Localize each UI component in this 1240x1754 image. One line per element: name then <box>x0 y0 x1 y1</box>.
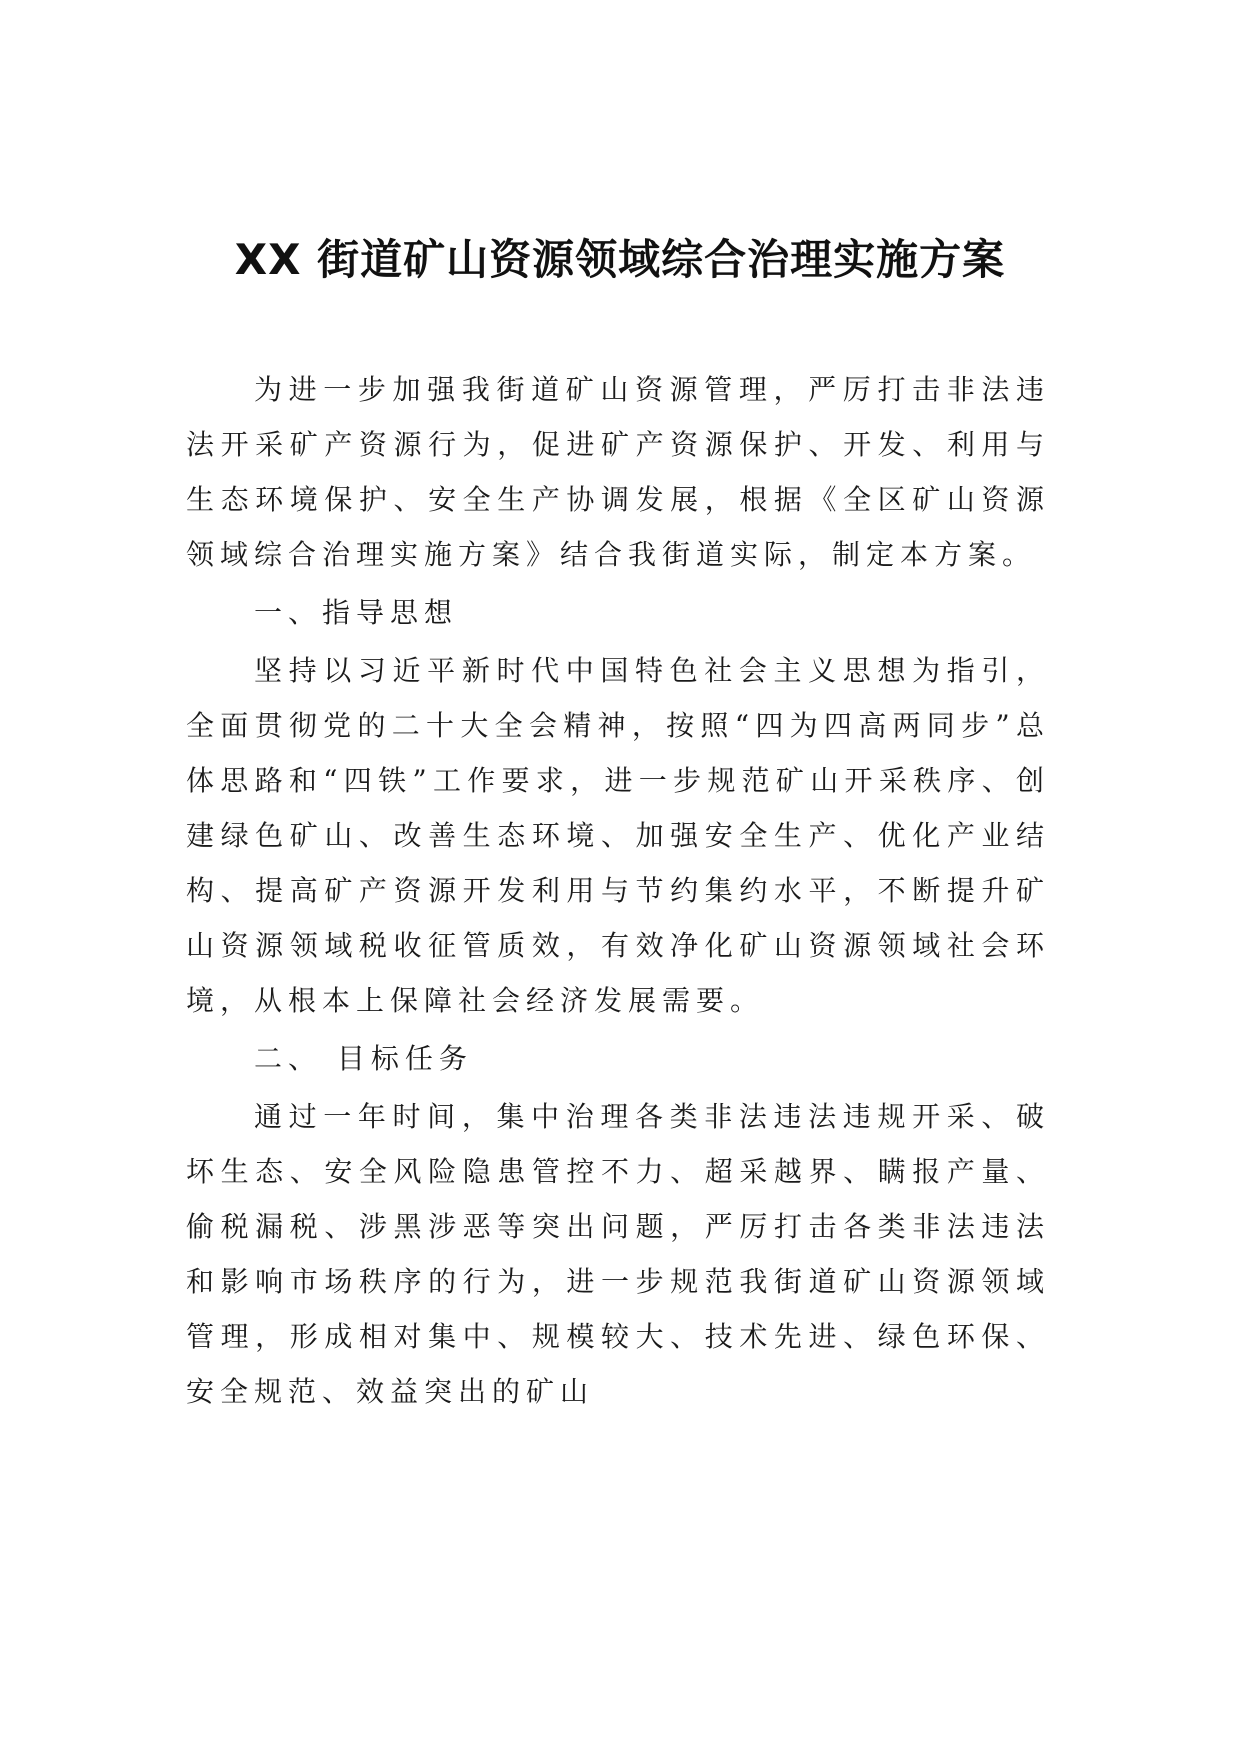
document-body <box>186 362 1050 1422</box>
intro-paragraph: 为进一步加强我街道矿山资源管理，严厉打击非法违法开采矿产资源行为，促进矿产资源保护、开发、利用与生态环境保护、安全生产协调发展，根据《全区矿山资源领域综合治理实施方案》结合我街道实际，制定本方案。 <box>186 373 1050 571</box>
section-heading-objectives: 二、 目标任务 <box>254 1042 473 1075</box>
section-heading-guiding-ideology: 一、指导思想 <box>254 596 459 629</box>
document-title: XX 街道矿山资源领域综合治理实施方案 <box>234 235 1006 284</box>
objectives-paragraph: 通过一年时间，集中治理各类非法违法违规开采、破坏生态、安全风险隐患管控不力、超采越界、瞒报产量、偷税漏税、涉黑涉恶等突出问题，严厉打击各类非法违法和影响市场秩序的行为，进一步规范我街道矿山资源领域管理，形成相对集中、规模较大、技术先进、绿色环保、安全规范、效益突出的矿山 <box>186 1100 1050 1408</box>
guiding-ideology-paragraph: 坚持以习近平新时代中国特色社会主义思想为指引，全面贯彻党的二十大全会精神，按照“四为四高两同步”总体思路和“四铁”工作要求，进一步规范矿山开采秩序、创建绿色矿山、改善生态环境、加强安全生产、优化产业结构、提高矿产资源开发利用与节约集约水平，不断提升矿山资源领域税收征管质效，有效净化矿山资源领域社会环境，从根本上保障社会经济发展需要。 <box>186 654 1050 1017</box>
